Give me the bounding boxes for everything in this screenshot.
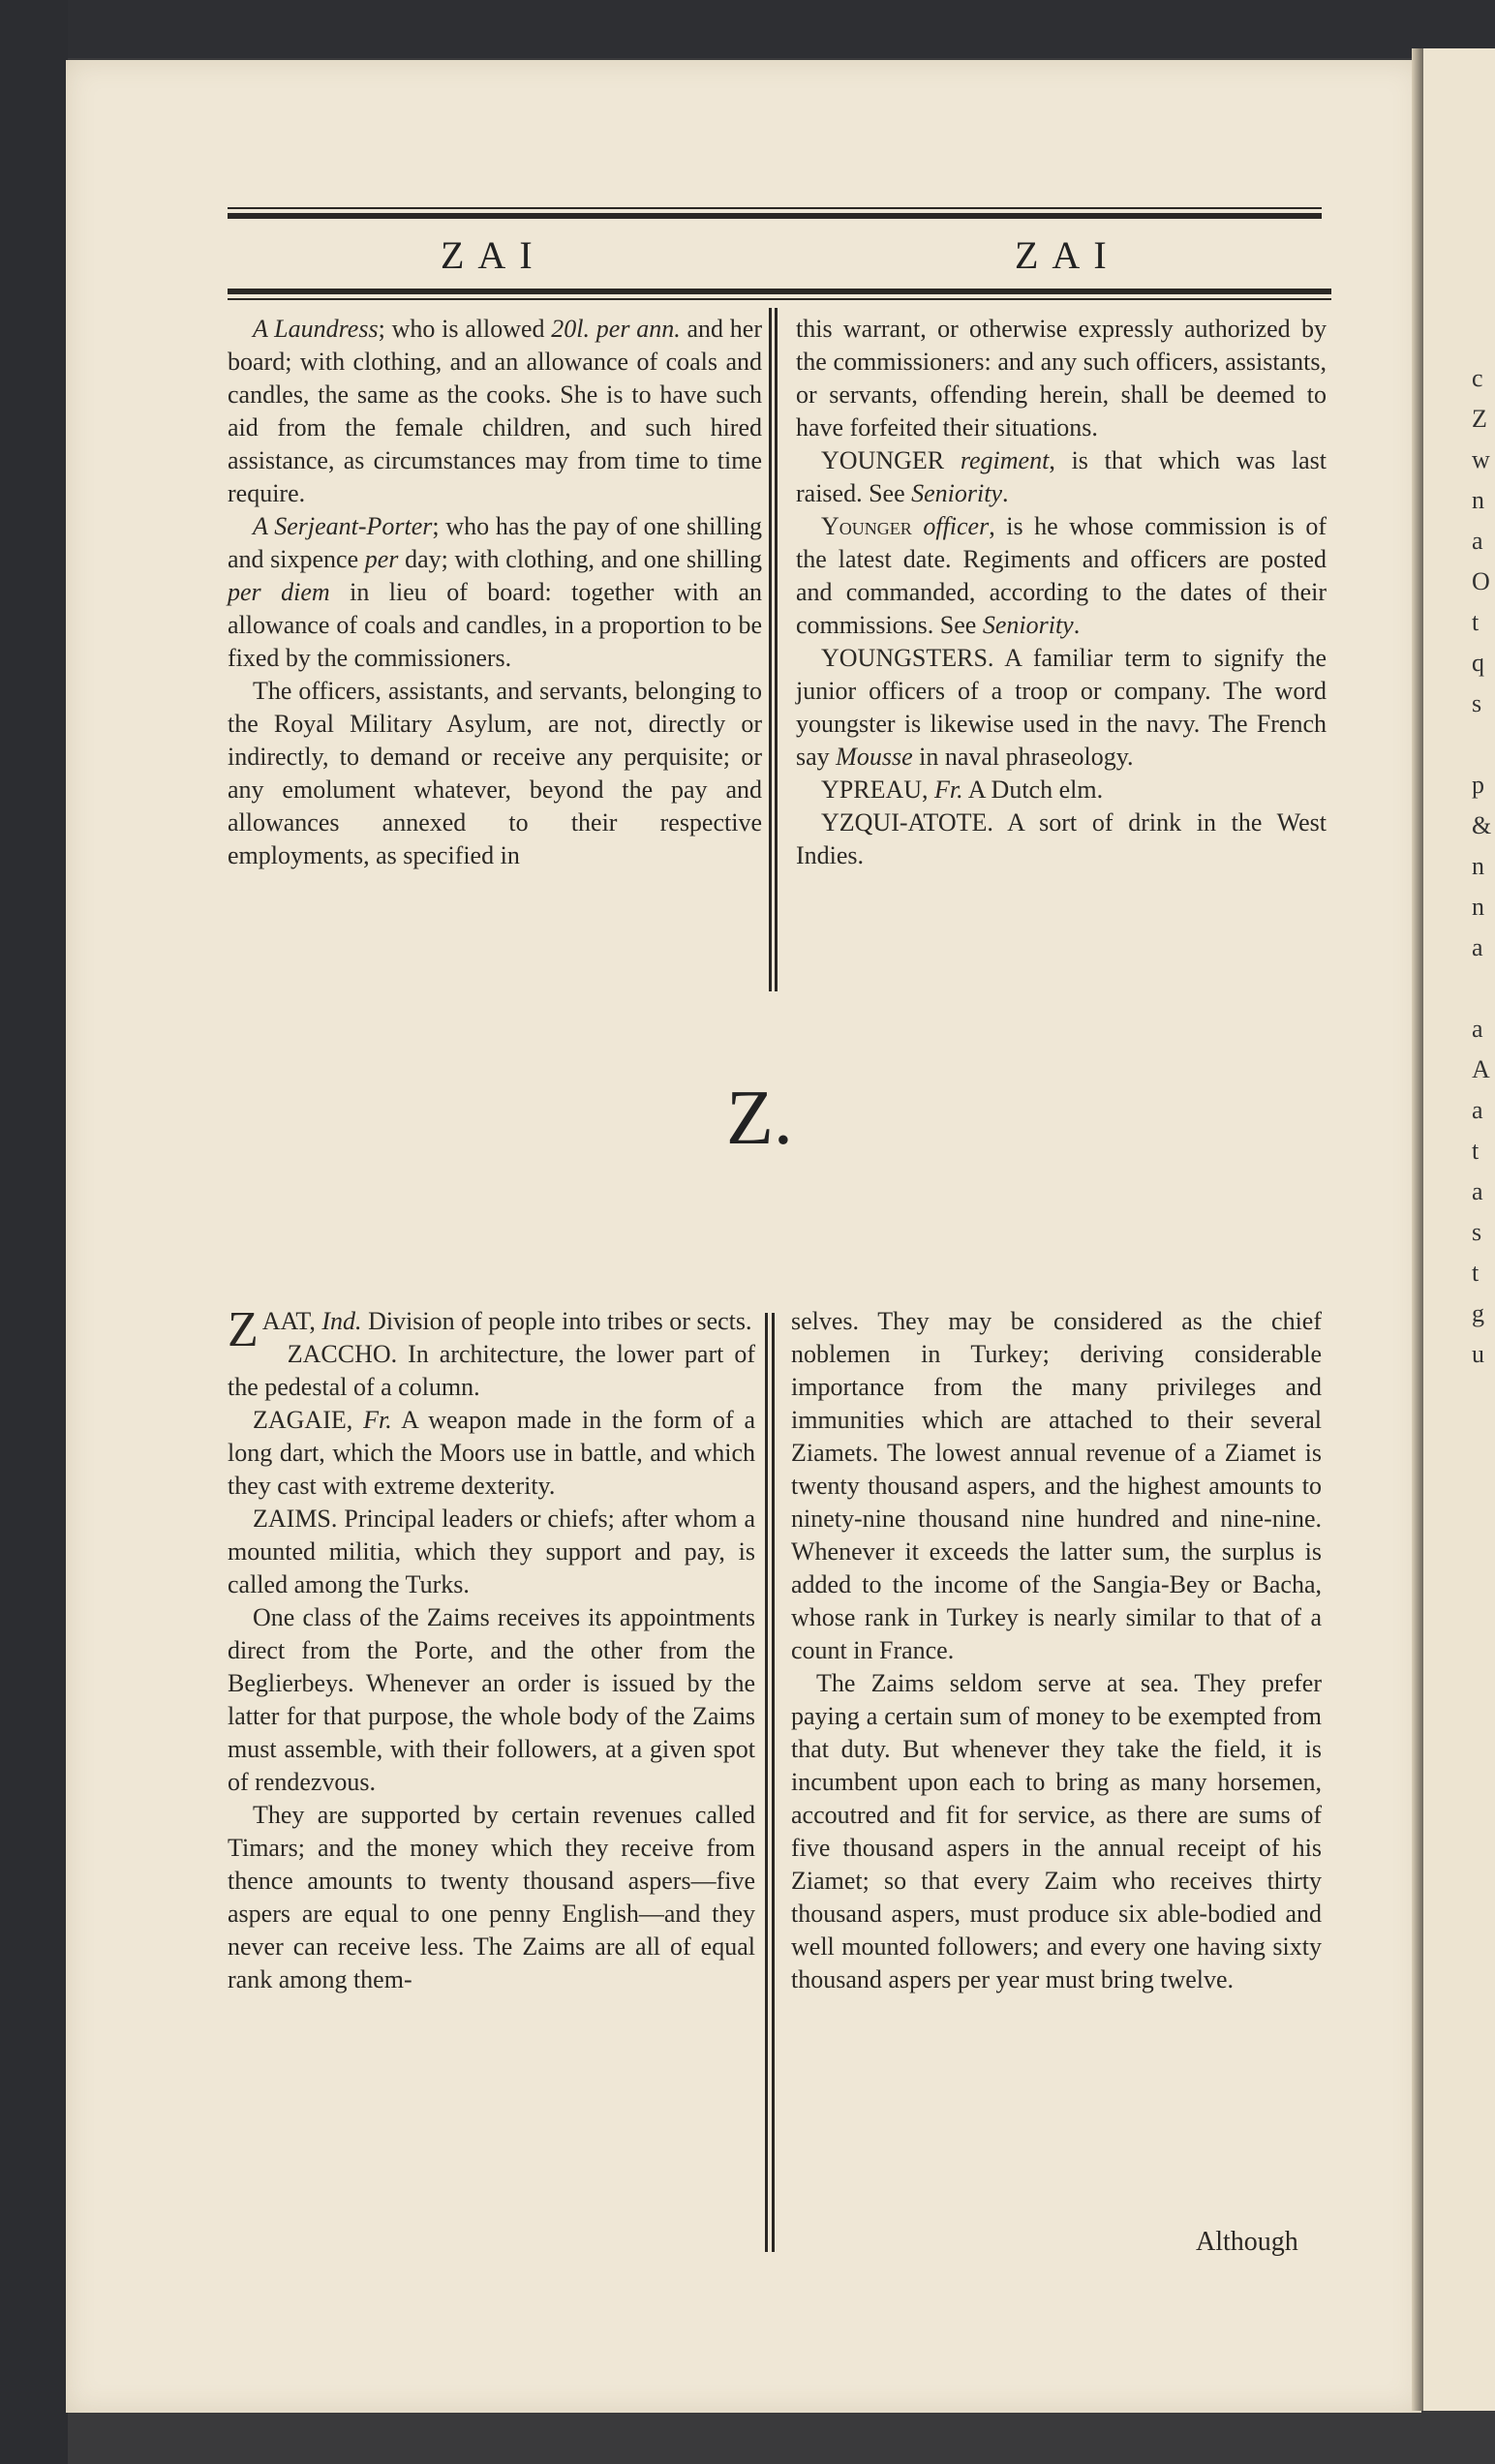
- next-page-letter: n: [1472, 852, 1484, 880]
- column-divider-bottom-b: [772, 1313, 775, 2252]
- column-divider-bottom-a: [765, 1313, 768, 2252]
- paragraph: A Laundress; who is allowed 20l. per ann. and her board; with clothing, and an allowance of coals and candles, the same as the cooks. She is to have such aid from the female children, and such hired assistance, as circumstances may from time to time require.: [228, 315, 762, 507]
- paragraph: YZQUI-ATOTE. A sort of drink in the West Indies.: [796, 808, 1327, 869]
- column-divider-top-a: [769, 308, 772, 991]
- header-rule-top: [228, 213, 1322, 219]
- next-page-letter: t: [1472, 1259, 1480, 1287]
- next-page-letter: O: [1472, 567, 1490, 595]
- paragraph: A Serjeant-Porter; who has the pay of one shilling and sixpence per day; with clothing, and one shilling per diem in lieu of board: together with an allowance of coals and candles, in a proportion to be fixed by the commissioners.: [228, 512, 762, 672]
- paragraph: ZAGAIE, Fr. A weapon made in the form of a long dart, which the Moors use in battle, and which they cast with extreme dexterity.: [228, 1406, 755, 1500]
- paragraph: YOUNGER regiment, is that which was last raised. See Seniority.: [796, 446, 1327, 507]
- header-rule-bottom-thin: [228, 298, 1331, 300]
- top-right-column: [796, 313, 1327, 872]
- next-page-letter: &: [1472, 811, 1492, 839]
- paragraph: YOUNGSTERS. A familiar term to signify the junior officers of a troop or company. The word youngster is likewise used in the navy. The French say Mousse in naval phraseology.: [796, 644, 1327, 771]
- running-head-right: ZAI: [1015, 233, 1120, 277]
- catchword: Although: [1196, 2227, 1298, 2257]
- next-page-letter: p: [1472, 771, 1484, 799]
- next-page-letter: t: [1472, 608, 1480, 636]
- paragraph: ZAAT, Ind. Division of people into tribes or sects.: [228, 1302, 752, 1357]
- header-rule-bottom: [228, 289, 1331, 294]
- next-page-letter: q: [1472, 649, 1484, 677]
- column-divider-top-b: [775, 308, 778, 991]
- running-head-left: ZAI: [441, 233, 546, 277]
- paragraph: Younger officer, is he whose commission is of the latest date. Regiments and officers are posted and commanded, according to the dates of their commissions. See Seniority.: [796, 512, 1327, 639]
- next-page-letter: s: [1472, 1218, 1482, 1246]
- next-page-letter: u: [1472, 1340, 1484, 1368]
- paragraph: ZACCHO. In architecture, the lower part of the pedestal of a column.: [228, 1340, 755, 1401]
- next-page-letter: w: [1472, 445, 1490, 473]
- paragraph: They are supported by certain revenues called Timars; and the money which they receive from thence amounts to twenty thousand aspers—five aspers are equal to one penny English—and they never can receive less. The Zaims are all of equal rank among them-: [228, 1801, 755, 1993]
- next-page-letter: a: [1472, 1015, 1483, 1043]
- next-page-letter: A: [1472, 1055, 1490, 1083]
- next-page-letter: n: [1472, 486, 1484, 514]
- paragraph: The Zaims seldom serve at sea. They prefer paying a certain sum of money to be exempted from that duty. But whenever they take the field, it is incumbent upon each to bring as many horsemen, accoutred and fit for service, as there are sums of five thousand aspers in the annual receipt of his Ziamet; so that every Zaim who receives thirty thousand aspers, must produce six able-bodied and well mounted followers; and every one having sixty thousand aspers per year must bring twelve.: [791, 1669, 1322, 1993]
- next-page-letter: a: [1472, 1177, 1483, 1205]
- paragraph: The officers, assistants, and servants, belonging to the Royal Military Asylum, are not, directly or indirectly, to demand or receive any perquisite; or any emolument whatever, beyond the pay and allowances annexed to their respective employments, as specified in: [228, 677, 762, 869]
- paragraph: YPREAU, Fr. A Dutch elm.: [821, 776, 1104, 804]
- bottom-right-column: [791, 1305, 1322, 1996]
- section-letter: Z.: [726, 1076, 793, 1161]
- next-page-letter: a: [1472, 1096, 1483, 1124]
- next-page-letter: a: [1472, 933, 1483, 961]
- top-left-column: [228, 313, 762, 872]
- paragraph: this warrant, or otherwise expressly authorized by the commissioners: and any such officers, assistants, or servants, offending herein, shall be deemed to have forfeited their situations.: [796, 315, 1327, 441]
- next-page-letter: n: [1472, 893, 1484, 921]
- scan-background-top: [0, 0, 1495, 58]
- paragraph: One class of the Zaims receives its appointments direct from the Porte, and the other from the Beglierbeys. Whenever an order is issued by the latter for that purpose, the whole body of the Zaims must assemble, with their followers, at a given spot of rendezvous.: [228, 1603, 755, 1796]
- paragraph: selves. They may be considered as the chief noblemen in Turkey; deriving considerable importance from the many privileges and immunities which are attached to their several Ziamets. The lowest annual revenue of a Ziamet is twenty thousand aspers, and the highest amounts to ninety-nine thousand nine hundred and nine-nine. Whenever it exceeds the latter sum, the surplus is added to the income of the Sangia-Bey or Bacha, whose rank in Turkey is nearly similar to that of a count in France.: [791, 1307, 1322, 1664]
- next-page-letter: s: [1472, 689, 1482, 717]
- scan-background-left: [0, 0, 68, 2464]
- header-rule-top-thin: [228, 207, 1322, 209]
- next-page-letter: Z: [1472, 405, 1487, 433]
- next-page-letter: c: [1472, 364, 1483, 392]
- next-page-letter: t: [1472, 1137, 1480, 1165]
- paragraph: ZAIMS. Principal leaders or chiefs; after whom a mounted militia, which they support and pay, is called among the Turks.: [228, 1505, 755, 1598]
- next-page-letter: a: [1472, 527, 1483, 555]
- next-page-letter: g: [1472, 1299, 1484, 1327]
- bottom-left-column: [228, 1302, 755, 1996]
